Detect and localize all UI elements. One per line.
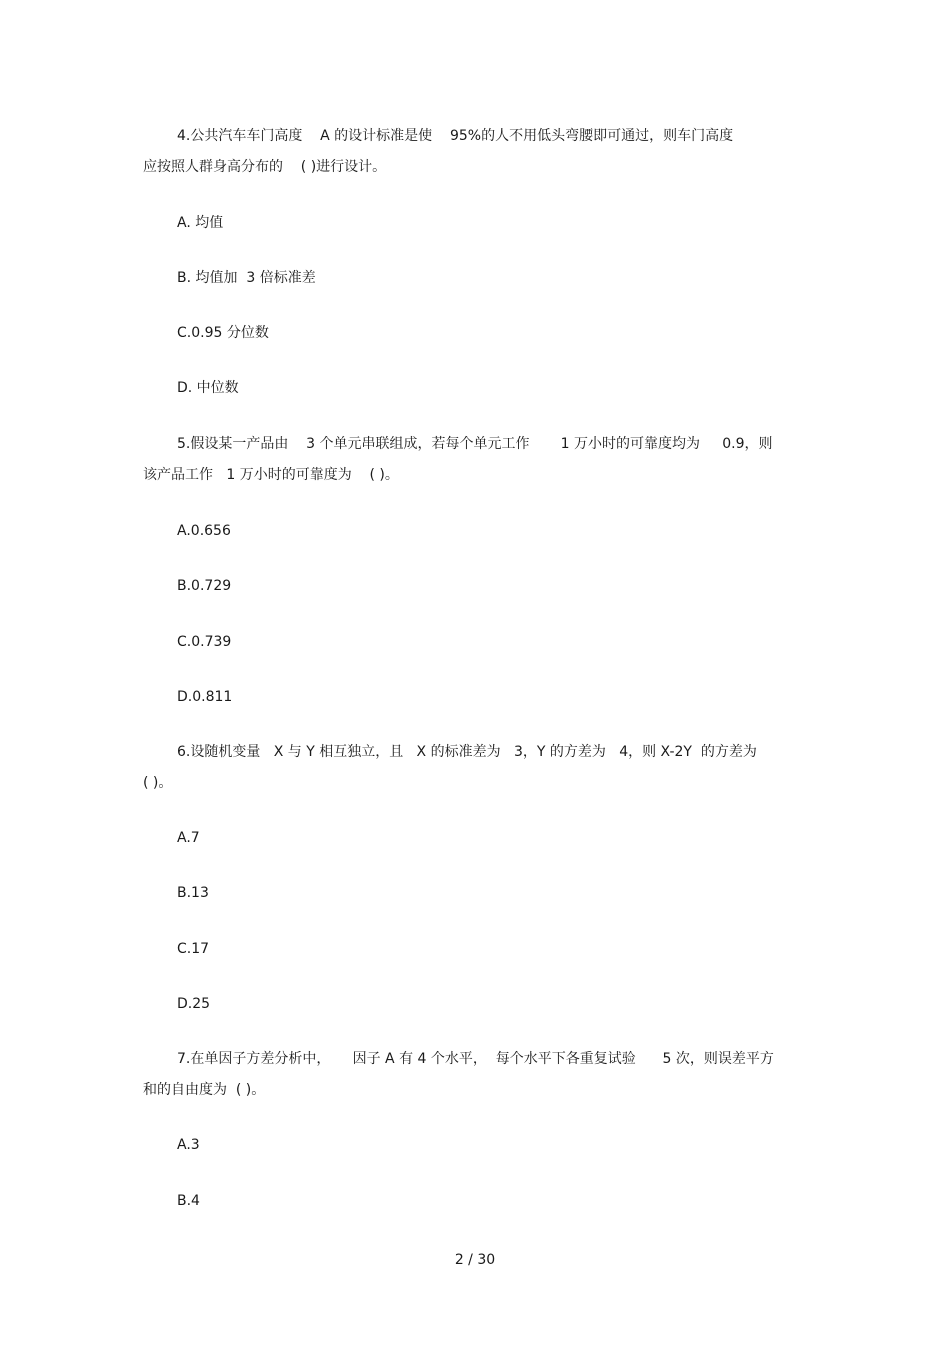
page-number: 2 / 30 [454, 1252, 496, 1268]
question-4-option-b: B. 均值加 3 倍标准差 [177, 270, 316, 286]
question-6-option-a: A.7 [177, 830, 200, 846]
question-6-option-c: C.17 [177, 941, 210, 957]
question-5-option-b: B.0.729 [177, 578, 232, 594]
question-4-text-line-2: 应按照人群身高分布的 ( )进行设计。 [143, 159, 387, 175]
question-7-option-b: B.4 [177, 1193, 200, 1209]
question-6-text-line-2: ( )。 [143, 775, 173, 791]
question-7-text-line-1: 7.在单因子方差分析中， 因子 A 有 4 个水平， 每个水平下各重复试验 5 次，则误差平方 [177, 1051, 774, 1067]
question-6-option-b: B.13 [177, 885, 209, 901]
question-4-text-line-1: 4.公共汽车车门高度 A 的设计标准是使 95%的人不用低头弯腰即可通过，则车门高度 [177, 128, 734, 144]
question-5-option-a: A.0.656 [177, 523, 231, 539]
question-5-text-line-1: 5.假设某一产品由 3 个单元串联组成，若每个单元工作 1 万小时的可靠度均为 0.9，则 [177, 436, 773, 452]
question-6-option-d: D.25 [177, 996, 211, 1012]
question-5-option-c: C.0.739 [177, 634, 232, 650]
question-7-text-line-2: 和的自由度为 ( )。 [143, 1082, 266, 1098]
question-5-text-line-2: 该产品工作 1 万小时的可靠度为 ( )。 [143, 467, 399, 483]
question-7-option-a: A.3 [177, 1137, 200, 1153]
question-4-option-d: D. 中位数 [177, 380, 239, 396]
question-5-option-d: D.0.811 [177, 689, 233, 705]
question-6-text-line-1: 6.设随机变量 X 与 Y 相互独立，且 X 的标准差为 3，Y 的方差为 4，则 X-2Y 的方差为 [177, 744, 757, 760]
question-4-option-a: A. 均值 [177, 215, 224, 231]
question-4-option-c: C.0.95 分位数 [177, 325, 269, 341]
